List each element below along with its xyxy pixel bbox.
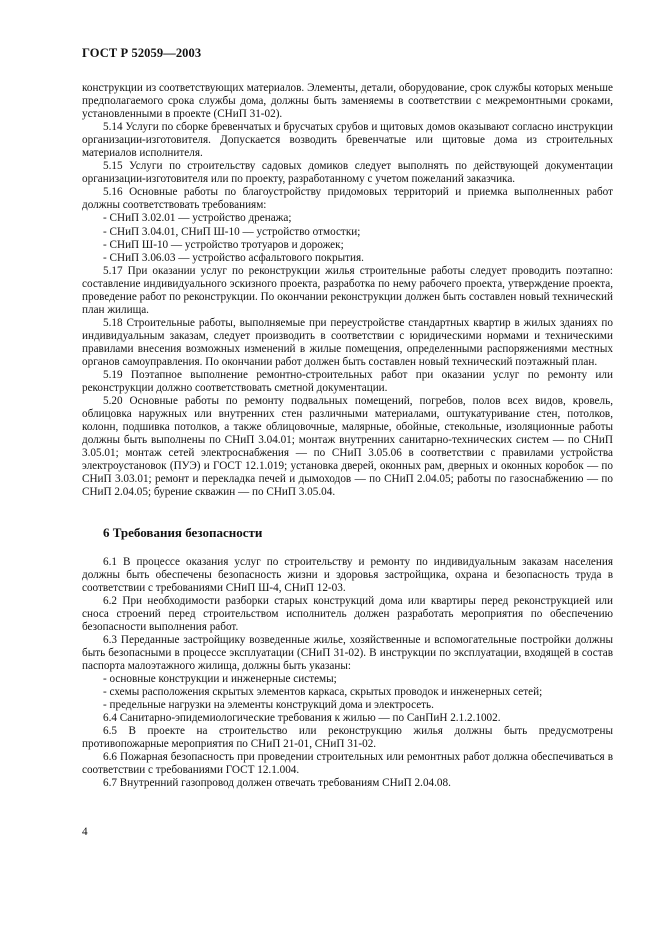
paragraph: 5.19 Поэтапное выполнение ремонтно-строительных работ при оказании услуг по ремонту или реконструкции должно соответствовать сметной документации. <box>82 369 613 395</box>
paragraph: 5.16 Основные работы по благоустройству придомовых территорий и приемка выполненных работ должны соответствовать требованиям: <box>82 186 613 212</box>
paragraph: 5.14 Услуги по сборке бревенчатых и брусчатых срубов и щитовых домов оказывают согласно инструкции организации-изготовителя. Допускается возводить бревенчатые или щитовые дома из строительных материалов исполнителя. <box>82 121 613 160</box>
list-item: - схемы расположения скрытых элементов каркаса, скрытых проводок и инженерных сетей; <box>103 685 543 698</box>
paragraph: 6.7 Внутренний газопровод должен отвечать требованиям СНиП 2.04.08. <box>103 777 451 790</box>
section-5-continuation <box>82 82 613 500</box>
paragraph: конструкции из соответствующих материалов. Элементы, детали, оборудование, срок службы которых меньше предполагаемого срока службы дома, должны быть заменяемы в соответствии с межремонтными сроками, установленными в проекте (СНиП 31-02). <box>82 82 613 121</box>
paragraph: 5.20 Основные работы по ремонту подвальных помещений, погребов, полов всех видов, кровель, облицовка наружных или внутренних стен различными материалами, оштукатуривание стен, потолков, колонн, подшивка потолков, а также облицовочные, малярные, обойные, стекольные, изоляционные работы должны быть выполнены по СНиП 3.04.01; монтаж внутренних санитарно-технических систем — по СНиП 3.05.01; монтаж сетей электроснабжения — по СНиП 3.05.06 в соответствии с правилами устройства электроустановок (ПУЭ) и ГОСТ 12.1.019; установка дверей, оконных рам, дверных и оконных коробок — по СНиП 3.03.01; ремонт и перекладка печей и дымоходов — по СНиП 2.04.05; работы по газоснабжению — по СНиП 2.04.05; бурение скважин — по СНиП 3.05.04. <box>82 395 613 499</box>
list-item: - СНиП 3.06.03 — устройство асфальтового покрытия. <box>103 251 364 264</box>
section-title: 6 Требования безопасности <box>103 524 263 540</box>
paragraph: 6.6 Пожарная безопасность при проведении строительных или ремонтных работ должна обеспечиваться в соответствии с требованиями ГОСТ 12.1.004. <box>82 751 613 777</box>
paragraph: 6.4 Санитарно-эпидемиологические требования к жилью — по СанПиН 2.1.2.1002. <box>103 712 501 725</box>
document-body <box>82 82 613 790</box>
paragraph: 5.15 Услуги по строительству садовых домиков следует выполнять по действующей документации организации-изготовителя или по проекту, разработанному с учетом пожеланий заказчика. <box>82 160 613 186</box>
section-6-content <box>82 556 613 791</box>
list-item: - СНиП 3.04.01, СНиП Ш-10 — устройство отмостки; <box>103 225 361 238</box>
paragraph: 6.2 При необходимости разборки старых конструкций дома или квартиры перед реконструкцией или сноса строений перед строительством исполнитель должен разработать мероприятия по обеспечению безопасности выполнения работ. <box>82 594 613 633</box>
paragraph: 5.17 При оказании услуг по реконструкции жилья строительные работы следует проводить поэтапно: составление индивидуального эскизного проекта, разработка по нему рабочего проекта, утверждение проекта, проведение работ по реконструкции. По окончании реконструкции должен быть составлен новый технический план жилища. <box>82 264 613 316</box>
paragraph: 6.1 В процессе оказания услуг по строительству и ремонту по индивидуальным заказам населения должны быть обеспечены безопасность жизни и здоровья застройщика, охрана и безопасность труда в соответствии с требованиями СНиП Ш-4, СНиП 12-03. <box>82 555 613 594</box>
document-header: ГОСТ Р 52059—2003 <box>82 46 202 60</box>
paragraph: 5.18 Строительные работы, выполняемые при переустройстве стандартных квартир в жилых зданиях по индивидуальным заказам, следует производить в соответствии с юридическими нормами и техническими правилами внесения возможных изменений в жилые помещения, определенными распоряжениями местных органов самоуправления. По окончании работ должен быть составлен новый технический поэтажный план. <box>82 316 613 368</box>
list-item: - СНиП Ш-10 — устройство тротуаров и дорожек; <box>103 238 344 251</box>
paragraph: 6.3 Переданные застройщику возведенные жилье, хозяйственные и вспомогательные постройки должны быть безопасными в процессе эксплуатации (СНиП 31-02). В инструкции по эксплуатации, входящей в состав паспорта малоэтажного жилища, должны быть указаны: <box>82 633 613 672</box>
list-item: - СНиП 3.02.01 — устройство дренажа; <box>103 212 292 225</box>
paragraph: 6.5 В проекте на строительство или реконструкцию жилья должны быть предусмотрены противопожарные мероприятия по СНиП 21-01, СНиП 31-02. <box>82 725 613 751</box>
list-item: - основные конструкции и инженерные системы; <box>103 672 337 685</box>
list-item: - предельные нагрузки на элементы конструкций дома и электросеть. <box>103 699 434 712</box>
page-number: 4 <box>82 826 88 838</box>
